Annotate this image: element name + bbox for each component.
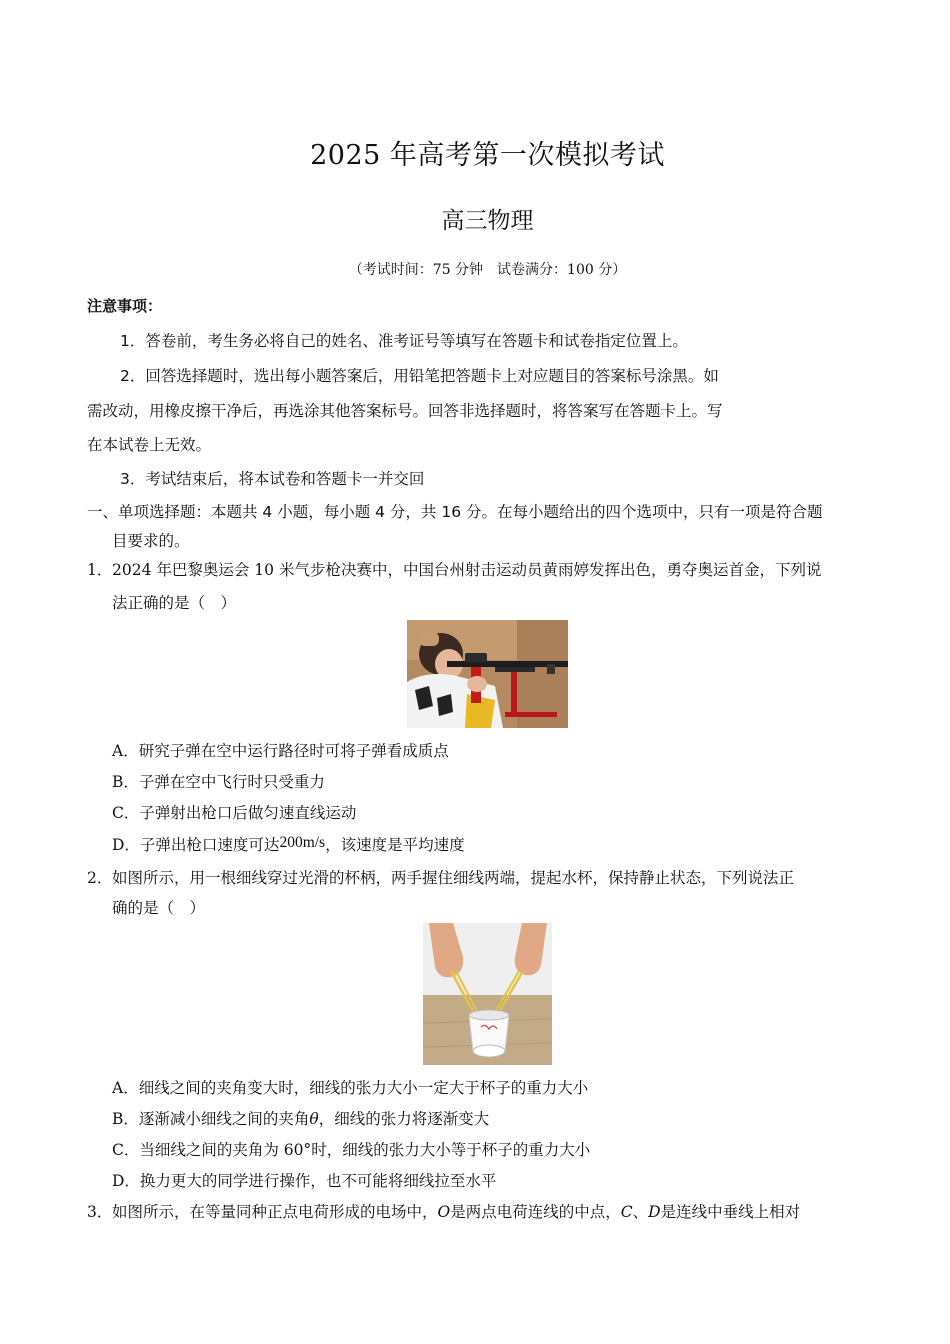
exam-info: （考试时间：75 分钟 试卷满分：100 分） (348, 262, 627, 278)
q2-stem-line-2: 确的是（ ） (112, 899, 206, 917)
q3-number: 3． (87, 1203, 113, 1221)
note-3: 3．考试结束后，将本试卷和答题卡一并交回 (120, 470, 425, 488)
theta-symbol: θ (309, 1110, 319, 1128)
q1-option-d-value: 200m/s (279, 834, 326, 851)
point-o: O (437, 1203, 451, 1221)
q3-stem-pre: 如图所示，在等量同种正点电荷形成的电场中， (112, 1203, 438, 1221)
q1-option-d-prefix: D．子弹出枪口速度可达 (112, 836, 280, 854)
q1-number: 1． (87, 561, 113, 579)
note-1: 1．答卷前，考生务必将自己的姓名、准考证号等填写在答题卡和试卷指定位置上。 (120, 332, 688, 350)
subject-title: 高三物理 (441, 208, 534, 234)
q2-option-b-suffix: ，细线的张力将逐渐变大 (318, 1110, 490, 1128)
note-2-line-3: 在本试卷上无效。 (87, 436, 212, 454)
note-2-line-2: 需改动，用橡皮擦干净后，再选涂其他答案标号。回答非选择题时，将答案写在答题卡上。写 (87, 402, 723, 420)
q1-option-b: B．子弹在空中飞行时只受重力 (112, 773, 325, 791)
q2-option-b (112, 1107, 489, 1129)
q1-option-a: A．研究子弹在空中运行路径时可将子弹看成质点 (112, 742, 449, 760)
shooter-illustration (407, 620, 568, 728)
q3-stem-sep: 、 (632, 1203, 649, 1221)
section-heading-line-2: 目要求的。 (112, 532, 190, 550)
q1-stem-line-2: 法正确的是（ ） (112, 594, 237, 612)
notes-heading: 注意事项： (87, 297, 163, 315)
q3-stem-mid: 是两点电荷连线的中点， (450, 1203, 621, 1221)
cup-illustration (423, 923, 552, 1065)
cup-photo (423, 923, 552, 1065)
q3-stem-line-1 (112, 1200, 800, 1222)
q1-option-c: C．子弹射出枪口后做匀速直线运动 (112, 804, 357, 822)
q1-stem-line-1: 2024 年巴黎奥运会 10 米气步枪决赛中，中国台州射击运动员黄雨婷发挥出色，勇夺奥运首金，下列说 (112, 561, 822, 579)
point-d: D (648, 1203, 661, 1221)
q2-number: 2． (87, 869, 113, 887)
q1-option-d (112, 833, 465, 855)
q2-option-a: A．细线之间的夹角变大时，细线的张力大小一定大于杯子的重力大小 (112, 1079, 589, 1097)
q2-stem-line-1: 如图所示，用一根细线穿过光滑的杯柄，两手握住细线两端，提起水杯，保持静止状态，下列说法正 (112, 869, 795, 887)
shooter-photo (407, 620, 568, 728)
q2-option-c: C．当细线之间的夹角为 60°时，细线的张力大小等于杯子的重力大小 (112, 1141, 591, 1159)
exam-title: 2025 年高考第一次模拟考试 (310, 140, 665, 171)
q1-option-d-suffix: ，该速度是平均速度 (325, 836, 465, 854)
q2-option-b-prefix: B．逐渐减小细线之间的夹角 (112, 1110, 310, 1128)
section-heading-line-1: 一、单项选择题：本题共 4 小题，每小题 4 分，共 16 分。在每小题给出的四个选项中，只有一项是符合题 (87, 503, 823, 521)
note-2-line-1: 2．回答选择题时，选出每小题答案后，用铅笔把答题卡上对应题目的答案标号涂黑。如 (120, 367, 719, 385)
q3-stem-post: 是连线中垂线上相对 (660, 1203, 801, 1221)
point-c: C (620, 1203, 633, 1221)
q2-option-d: D．换力更大的同学进行操作，也不可能将细线拉至水平 (112, 1172, 497, 1190)
